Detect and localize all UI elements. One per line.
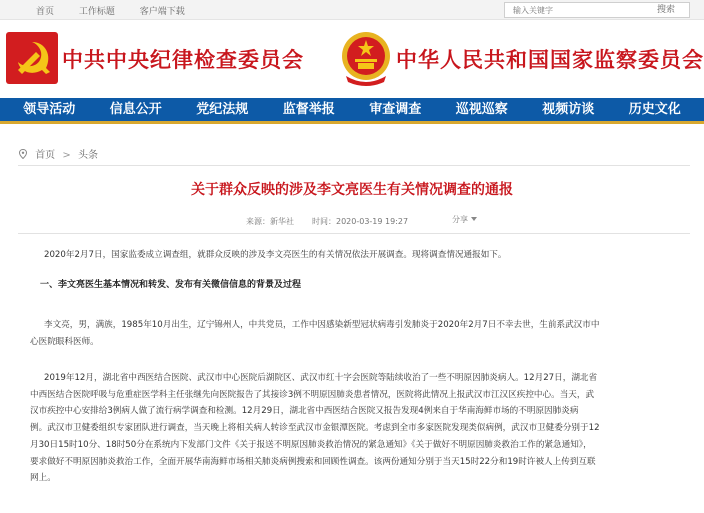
top-link-client-download[interactable]: 客户端下载 [139, 7, 185, 17]
text-line: 网上。 [30, 473, 56, 484]
search-input[interactable] [505, 3, 643, 17]
text-line: 月30日15时10分、18时50分在系统内下发部门文件《关于报送不明原因肺炎救治情况的紧急通知》《关于做好不明原因肺炎救治工作的紧急通知》， [30, 439, 592, 450]
article-title: 关于群众反映的涉及李文亮医生有关情况调查的通报 [191, 182, 513, 198]
nsc-name: 中华人民共和国国家监察委员会 [396, 47, 704, 72]
site-banner [0, 20, 704, 98]
ccdi-name: 中共中央纪律检查委员会 [62, 47, 304, 72]
chevron-down-icon [471, 217, 477, 221]
top-link-work[interactable]: 工作标题 [78, 7, 115, 17]
text-line: 李文亮，男，满族，1985年10月出生，辽宁锦州人，中共党员，工作中因感染新型冠状病毒引发肺炎于2020年2月7日不幸去世，生前系武汉市中 [44, 320, 600, 330]
breadcrumb-current[interactable]: 头条 [77, 150, 98, 161]
top-utility-bar [0, 0, 704, 20]
text-line: 2020年2月7日，国家监委成立调查组，就群众反映的涉及李文亮医生的有关情况依法开展调查。现将调查情况通报如下。 [44, 250, 507, 260]
article-time: 时间：2020-03-19 19:27 [312, 217, 409, 226]
search-button[interactable]: 搜索 [656, 5, 675, 15]
nav-item-info-disclosure[interactable]: 信息公开 [109, 102, 162, 117]
article-paragraph [30, 370, 690, 487]
article-intro [44, 247, 704, 264]
nav-item-regulations[interactable]: 党纪法规 [196, 102, 249, 117]
share-label: 分享 [452, 215, 468, 224]
section-heading: 一、李文亮医生基本情况和转发、发布有关微信信息的背景及过程 [40, 280, 302, 290]
nav-item-history-culture[interactable]: 历史文化 [628, 102, 681, 117]
top-links [36, 4, 207, 17]
article-source: 来源：新华社 [246, 217, 294, 226]
location-pin-icon [18, 149, 28, 159]
article-paragraph [30, 317, 690, 350]
nav-item-investigation[interactable]: 审查调查 [369, 102, 422, 117]
share-button[interactable] [452, 214, 477, 225]
nav-item-inspection[interactable]: 巡视巡察 [455, 102, 508, 117]
party-emblem-icon [6, 32, 58, 84]
breadcrumb-separator: > [62, 150, 71, 161]
divider [18, 165, 690, 166]
text-line: 例。武汉市卫健委组织专家团队进行调查，当天晚上将相关病人转诊至武汉市金银潭医院。考虑到全市多家医院发现类似病例，武汉市卫健委分别于12 [30, 423, 600, 434]
text-line: 中西医结合医院呼吸与危重症医学科主任张继先向医院报告了其接诊3例不明原因肺炎患者情况，医院将此情况上报武汉市江汉区疾控中心。当天，武 [30, 389, 595, 400]
nav-item-video-interviews[interactable]: 视频访谈 [542, 102, 595, 117]
divider [18, 233, 690, 234]
national-emblem-icon [340, 30, 392, 86]
nav-item-leadership[interactable]: 领导活动 [23, 102, 76, 117]
breadcrumb [18, 146, 98, 161]
breadcrumb-home[interactable]: 首页 [35, 150, 56, 161]
top-link-home[interactable]: 首页 [36, 7, 55, 17]
main-nav [0, 98, 704, 124]
search-box [504, 2, 690, 18]
text-line: 要求做好不明原因肺炎救治工作，全面开展华南海鲜市场相关肺炎病例搜索和回顾性调查。该两份通知分别于当天15时22分和19时许被人上传到互联 [30, 456, 596, 467]
text-line: 汉市疾控中心安排给3例病人做了流行病学调查和检测。12月29日，湖北省中西医结合医院又报告发现4例来自于华南海鲜市场的不明原因肺炎病 [30, 406, 579, 417]
text-line: 2019年12月，湖北省中西医结合医院、武汉市中心医院后湖院区、武汉市红十字会医院等陆续收治了一些不明原因肺炎病人。12月27日，湖北省 [44, 373, 598, 383]
text-line: 心医院眼科医师。 [30, 336, 99, 347]
nav-item-supervision-report[interactable]: 监督举报 [282, 102, 335, 117]
